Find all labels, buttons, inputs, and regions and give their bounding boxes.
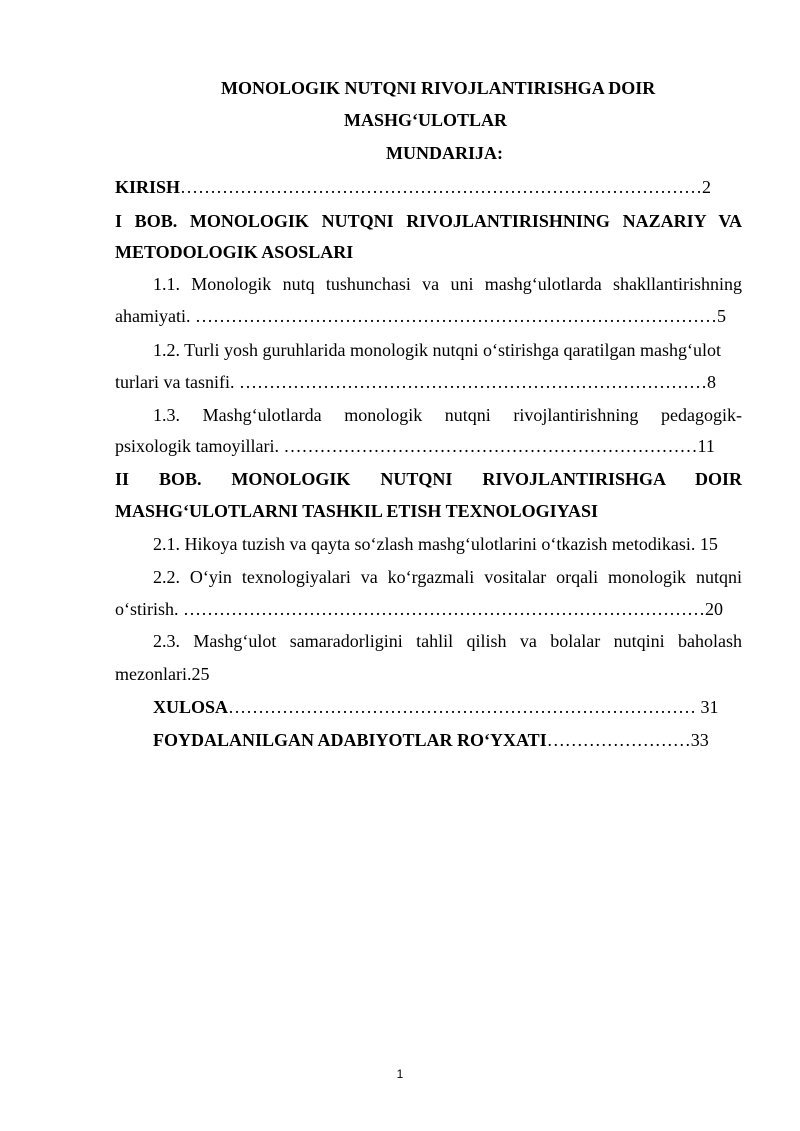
toc-page-number: 2 [702,177,712,197]
toc-section-1-3-line-2[interactable]: psixologik tamoyillari. ……………………………………………………………11 [115,436,715,456]
toc-chapter-1-line-2[interactable]: METODOLOGIK ASOSLARI [115,242,354,262]
toc-entry-conclusion[interactable] [153,696,719,718]
toc-leader-dots: …………………………………………………………………… [228,697,697,717]
toc-chapter-2-line-2[interactable]: MASHG‘ULOTLARNI TASHKIL ETISH TEXNOLOGIYASI [115,501,598,521]
toc-section-1-1-line-1[interactable]: 1.1. Monologik nutq tushunchasi va uni mashg‘ulotlarda shakllantirishning [153,274,742,294]
document-title-line-2: MASHG‘ULOTLAR [344,110,508,130]
toc-section-2-2-line-1[interactable]: 2.2. O‘yin texnologiyalari va ko‘rgazmali vositalar orqali monologik nutqni [153,567,742,587]
document-title-line-1: MONOLOGIK NUTQNI RIVOJLANTIRISHGA DOIR [221,78,656,98]
toc-section-2-3-line-2[interactable]: mezonlari.25 [115,664,210,684]
toc-page-number: 33 [690,730,709,750]
toc-section-2-3-line-1[interactable]: 2.3. Mashg‘ulot samaradorligini tahlil qilish va bolalar nutqini baholash [153,631,742,651]
page-number: 1 [396,1067,404,1081]
toc-entry-references[interactable] [153,729,709,751]
toc-leader-dots: …………………… [546,730,691,750]
toc-section-1-2-line-1[interactable]: 1.2. Turli yosh guruhlarida monologik nutqni o‘stirishga qaratilgan mashg‘ulot [153,340,721,360]
toc-section-1-3-line-1[interactable]: 1.3. Mashg‘ulotlarda monologik nutqni rivojlantirishning pedagogik- [153,405,742,425]
toc-entry-intro[interactable] [115,176,711,198]
toc-section-2-1[interactable]: 2.1. Hikoya tuzish va qayta so‘zlash mashg‘ulotlarini o‘tkazish metodikasi. 15 [153,534,718,554]
toc-chapter-1-line-1[interactable]: I BOB. MONOLOGIK NUTQNI RIVOJLANTIRISHNING NAZARIY VA [115,211,742,231]
toc-section-1-2-line-2[interactable]: turlari va tasnifi. ……………………………………………………………………8 [115,372,716,392]
toc-section-2-2-line-2[interactable]: o‘stirish. ……………………………………………………………………………20 [115,599,724,619]
toc-section-1-1-line-2[interactable]: ahamiyati. ……………………………………………………………………………5 [115,306,726,326]
toc-chapter-2-line-1[interactable]: II BOB. MONOLOGIK NUTQNI RIVOJLANTIRISHGA DOIR [115,469,742,489]
toc-entry-label: KIRISH [115,177,181,197]
toc-leader-dots: …………………………………………………………………………… [180,177,703,197]
contents-heading: MUNDARIJA: [386,143,503,163]
toc-entry-label: FOYDALANILGAN ADABIYOTLAR RO‘YXATI [153,730,547,750]
toc-entry-label: XULOSA [153,697,229,717]
toc-page-number: 31 [696,697,719,717]
